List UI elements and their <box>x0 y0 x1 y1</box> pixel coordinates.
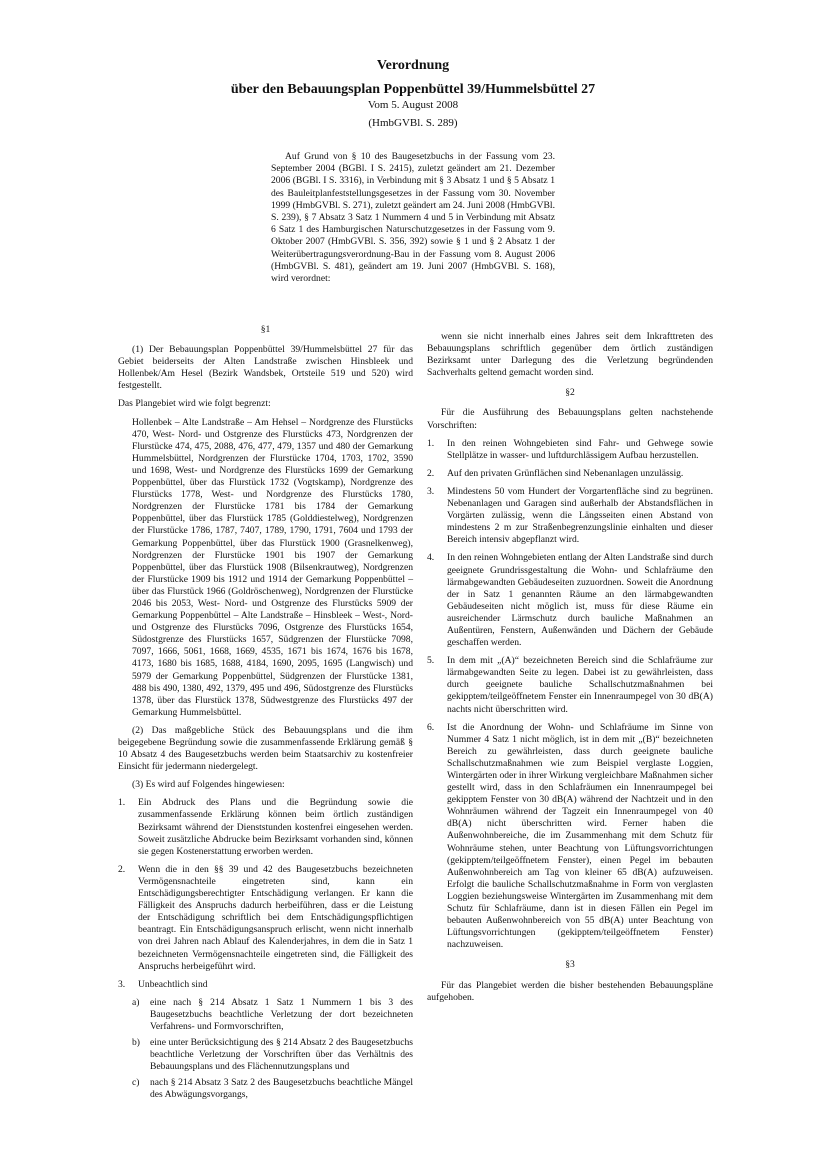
section-1-paragraph-3: (3) Es wird auf Folgendes hingewiesen: <box>132 779 285 791</box>
section-2-heading: §2 <box>565 387 575 399</box>
note-subitem <box>132 997 413 1033</box>
document-title: Verordnung <box>376 58 450 73</box>
subitem-label: b) <box>132 1037 140 1049</box>
section-1-closing: wenn sie nicht innerhalb eines Jahres seit dem Inkrafttreten des Bebauungsplans schriftlich gegenüber dem örtlich zuständigen Bezirksamt unter Darlegung des die Verletzung begründenden Sachverhalts geltend gemacht worden sind. <box>427 331 713 379</box>
provision-item <box>427 655 713 715</box>
section-1-heading: §1 <box>260 324 271 335</box>
subitem-label: c) <box>132 1077 140 1089</box>
provision-number: 4. <box>427 552 435 564</box>
provision-item <box>427 722 713 952</box>
provision-item <box>427 468 713 480</box>
provision-text: Auf den privaten Grünflächen sind Nebenanlagen unzulässig. <box>447 467 684 479</box>
note-number: 1. <box>118 797 126 809</box>
section-3-heading: §3 <box>565 959 575 971</box>
boundary-intro: Das Plangebiet wird wie folgt begrenzt: <box>118 398 271 410</box>
section-1-paragraph-1: (1) Der Bebauungsplan Poppenbüttel 39/Hummelsbüttel 27 für das Gebiet beiderseits der Alten Landstraße zwischen Hinsbleek und Hollenbek/Am Hesel (Bezirk Wandsbek, Ortsteile 519 und 520) wird festgestellt. <box>118 344 413 392</box>
provision-item <box>427 552 713 649</box>
note-subitem <box>132 1037 413 1073</box>
provision-item <box>427 438 713 462</box>
provision-number: 2. <box>427 467 435 479</box>
subitem-text: eine nach § 214 Absatz 1 Satz 1 Nummern 1 bis 3 des Baugesetzbuchs beachtliche Verletzung der dort bezeichneten Verfahrens- und Formvorschriften, <box>150 996 413 1032</box>
note-number: 3. <box>118 978 126 990</box>
note-number: 2. <box>118 863 126 875</box>
note-item <box>118 797 413 857</box>
subitem-text: eine unter Berücksichtigung des § 214 Absatz 2 des Baugesetzbuchs beachtliche Verletzung der Vorschriften über das Verhältnis des Bebauungsplans und des Flächennutzungsplans und <box>150 1037 413 1073</box>
section-3-text: Für das Plangebiet werden die bisher bestehenden Bebauungspläne aufgehoben. <box>427 979 713 1003</box>
boundary-description: Hollenbek – Alte Landstraße – Am Hehsel – Nordgrenze des Flurstücks 470, West- Nord- und Ostgrenze des Flurstücks 473, Nordgrenzen der Flurstücke 474, 475, 2088, 476, 477, 479, 1357 und 480 der Gemarkung Hummelsbüttel, Nordgrenzen der Flurstücke 1704, 1703, 1702, 3590 und 1698, West- und Nordgrenze des Flurstücks 1699 der Gemarkung Poppenbüttel, über das Flurstück 1732 (Vogtskamp), Nordgrenze des Flurstücks 1778, West- und Nordgrenze des Flurstücks 1780, Nordgrenzen der Flurstücke 1781 bis 1784 der Gemarkung Poppenbüttel, über das Flurstück 1785 (Golddiestelweg), Nordgrenzen der Flurstücke 1786, 1787, 7407, 1789, 1790, 1791, 7604 und 1793 der Gemarkung Poppenbüttel, über das Flurstück 1900 (Grasnelkenweg), Nordgrenzen der Flurstücke 1901 bis 1907 der Gemarkung Poppenbüttel, über das Flurstück 1908 (Bilsenkrautweg), Nordgrenzen der Flurstücke 1909 bis 1912 und 1914 der Gemarkung Poppenbüttel – über das Flurstück 1966 (Goldröschenweg), Nordgrenzen der Flurstücke 2046 bis 2053, West- Nord- und Ostgrenze des Flurstücks 5909 der Gemarkung Poppenbüttel – Alte Landstraße – Hinsbleek – West-, Nord- und Ostgrenze des Flurstücks 7096, Ostgrenze des Flurstücks 1654, Südostgrenze des Flurstücks 1657, Südgrenzen der Flurstücke 7098, 7097, 1666, 5061, 1668, 1669, 4535, 1671 bis 1674, 1676 bis 1678, 4173, 1680 bis 1685, 1688, 4184, 1690, 2095, 1695 (Langwisch) und 5979 der Gemarkung Poppenbüttel, Südgrenzen der Flurstücke 1381, 488 bis 490, 1380, 492, 1379, 495 und 496, Südostgrenze des Flurstücks 1378, über das Flurstück 1378, Südwestgrenze des Flurstücks 497 der Gemarkung Hummelsbüttel. <box>132 416 413 718</box>
provision-number: 1. <box>427 437 435 449</box>
note-item <box>118 979 413 991</box>
note-text: Unbeachtlich sind <box>138 978 208 990</box>
provision-number: 5. <box>427 655 435 667</box>
provision-number: 3. <box>427 485 435 497</box>
subitem-label: a) <box>132 996 140 1008</box>
provision-text: In den reinen Wohngebieten sind Fahr- und Gehwege sowie Stellplätze in wasser- und luftdurchlässigem Aufbau herzustellen. <box>447 437 713 461</box>
provision-number: 6. <box>427 721 435 733</box>
section-2-intro: Für die Ausführung des Bebauungsplans gelten nachstehende Vorschriften: <box>427 407 713 431</box>
document-subtitle: über den Bebauungsplan Poppenbüttel 39/Hummelsbüttel 27 <box>230 82 596 97</box>
preamble: Auf Grund von § 10 des Baugesetzbuchs in der Fassung vom 23. September 2004 (BGBl. I S. 2415), zuletzt geändert am 21. Dezember 2006 (BGBl. I S. 3316), in Verbindung mit § 3 Absatz 1 und § 5 Absatz 1 des Bauleitplanfeststellungsgesetzes in der Fassung vom 30. November 1999 (HmbGVBl. S. 271), zuletzt geändert am 24. Juni 2008 (HmbGVBl. S. 239), § 7 Absatz 3 Satz 1 Nummern 4 und 5 in Verbindung mit Absatz 6 Satz 1 des Hamburgischen Naturschutzgesetzes in der Fassung vom 9. Oktober 2007 (HmbGVBl. S. 356, 392) sowie § 1 und § 2 Absatz 1 der Weiterübertragungsverordnung-Bau in der Fassung vom 8. August 2006 (HmbGVBl. S. 481), geändert am 19. Juni 2007 (HmbGVBl. S. 168), wird verordnet: <box>271 151 555 285</box>
column-right <box>427 331 713 1010</box>
note-subitem <box>132 1077 413 1101</box>
provision-text: Ist die Anordnung der Wohn- und Schlafräume im Sinne von Nummer 4 Satz 1 nicht möglich, ist in dem mit „(B)“ bezeichneten Bereich zu gewährleisten, dass durch geeignete bauliche Schallschutzmaßnahmen wie zum Beispiel verglaste Loggien, Wintergärten oder in ihrer Wirkung vergleichbare Maßnahmen sicher gestellt wird, dass in den Schlafräumen ein Innenraumpegel bei gekipptem Fenster von 30 dB(A) während der Nachtzeit und in den Wohnräumen während der Tagzeit ein Innenraumpegel von 40 dB(A) nicht überschritten wird. Ferner haben die Außenwohnbereiche, die im Zusammenhang mit dem Schutz für Wohnräume stehen, unter Beachtung von Lüftungsvorrichtungen (gekipptem/teilgeöffnetem Fenster), einen Pegel im bebauten Außenwohnbereich am Tag von kleiner 65 dB(A) aufzuweisen. Erfolgt die bauliche Schallschutzmaßnahme in Form von verglasten Loggien beziehungsweise Wintergärten im Zusammenhang mit dem Schutz für Schlafräume, dann ist in diesen Fällen ein Pegel im bebauten Außenwohnbereich von 55 dB(A) unter Beachtung von Lüftungsvorrichtungen (gekipptem/teilgeöffnetem Fenster) nachzuweisen. <box>447 721 713 951</box>
provision-text: In dem mit „(A)“ bezeichneten Bereich sind die Schlafräume zur lärmabgewandten Seite zu legen. Dabei ist zu gewährleisten, dass durch geeignete bauliche Schallschutzmaßnahmen bei gekipptem/teilgeöffnetem Fenster ein Innenraumpegel von 30 dB(A) nachts nicht überschritten wird. <box>447 655 713 715</box>
provision-text: In den reinen Wohngebieten entlang der Alten Landstraße sind durch geeignete Grundrissgestaltung die Wohn- und Schlafräume den lärmabgewandten Gebäudeseiten zuzuordnen. Soweit die Anordnung der in Satz 1 genannten Räume an den lärmabgewandten Gebäudeseiten nicht möglich ist, muss für diese Räume ein ausreichender Lärmschutz durch bauliche Maßnahmen an Außentüren, Fenstern, Außenwänden und Dächern der Gebäude geschaffen werden. <box>447 552 713 649</box>
provision-item <box>427 486 713 546</box>
section-1-paragraph-2: (2) Das maßgebliche Stück des Bebauungsplans und die ihm beigegebene Begründung sowie die zusammenfassende Erklärung gemäß § 10 Absatz 4 des Baugesetzbuchs werden beim Staatsarchiv zu kostenfreier Einsicht für jedermann niedergelegt. <box>118 724 413 773</box>
document-date: Vom 5. August 2008 <box>367 99 459 111</box>
provision-text: Mindestens 50 vom Hundert der Vorgartenfläche sind zu begrünen. Nebenanlagen und Garagen sind außerhalb der Abstandsflächen in Vorgärten zulässig, wenn die Längsseiten einen Abstand von mindestens 2 m zur Straßenbegrenzungslinie einhalten und dieser Bereich intensiv abgepflanzt wird. <box>447 485 713 546</box>
note-text: Wenn die in den §§ 39 und 42 des Baugesetzbuchs bezeichneten Vermögensnachteile eingetreten sind, kann ein Entschädigungsberechtigter Entschädigung verlangen. Er kann die Fälligkeit des Anspruchs dadurch herbeiführen, dass er die Leistung der Entschädigung schriftlich bei dem Entschädigungspflichtigen beantragt. Ein Entschädigungsanspruch erlischt, wenn nicht innerhalb von drei Jahren nach Ablauf des Kalenderjahres, in dem die in Satz 1 bezeichneten Vermögensnachteile eingetreten sind, die Fälligkeit des Anspruchs herbeigeführt wird. <box>138 863 413 972</box>
subitem-text: nach § 214 Absatz 3 Satz 2 des Baugesetzbuchs beachtliche Mängel des Abwägungsvorgangs, <box>150 1077 413 1101</box>
document-reference: (HmbGVBl. S. 289) <box>368 117 458 129</box>
note-text: Ein Abdruck des Plans und die Begründung sowie die zusammenfassende Erklärung können beim örtlich zuständigen Bezirksamt während der Dienststunden kostenfrei eingesehen werden. Soweit zusätzliche Abdrucke beim Bezirksamt vorhanden sind, können sie gegen Kostenerstattung erworben werden. <box>138 797 413 857</box>
note-item <box>118 864 413 973</box>
column-left <box>118 316 413 1106</box>
